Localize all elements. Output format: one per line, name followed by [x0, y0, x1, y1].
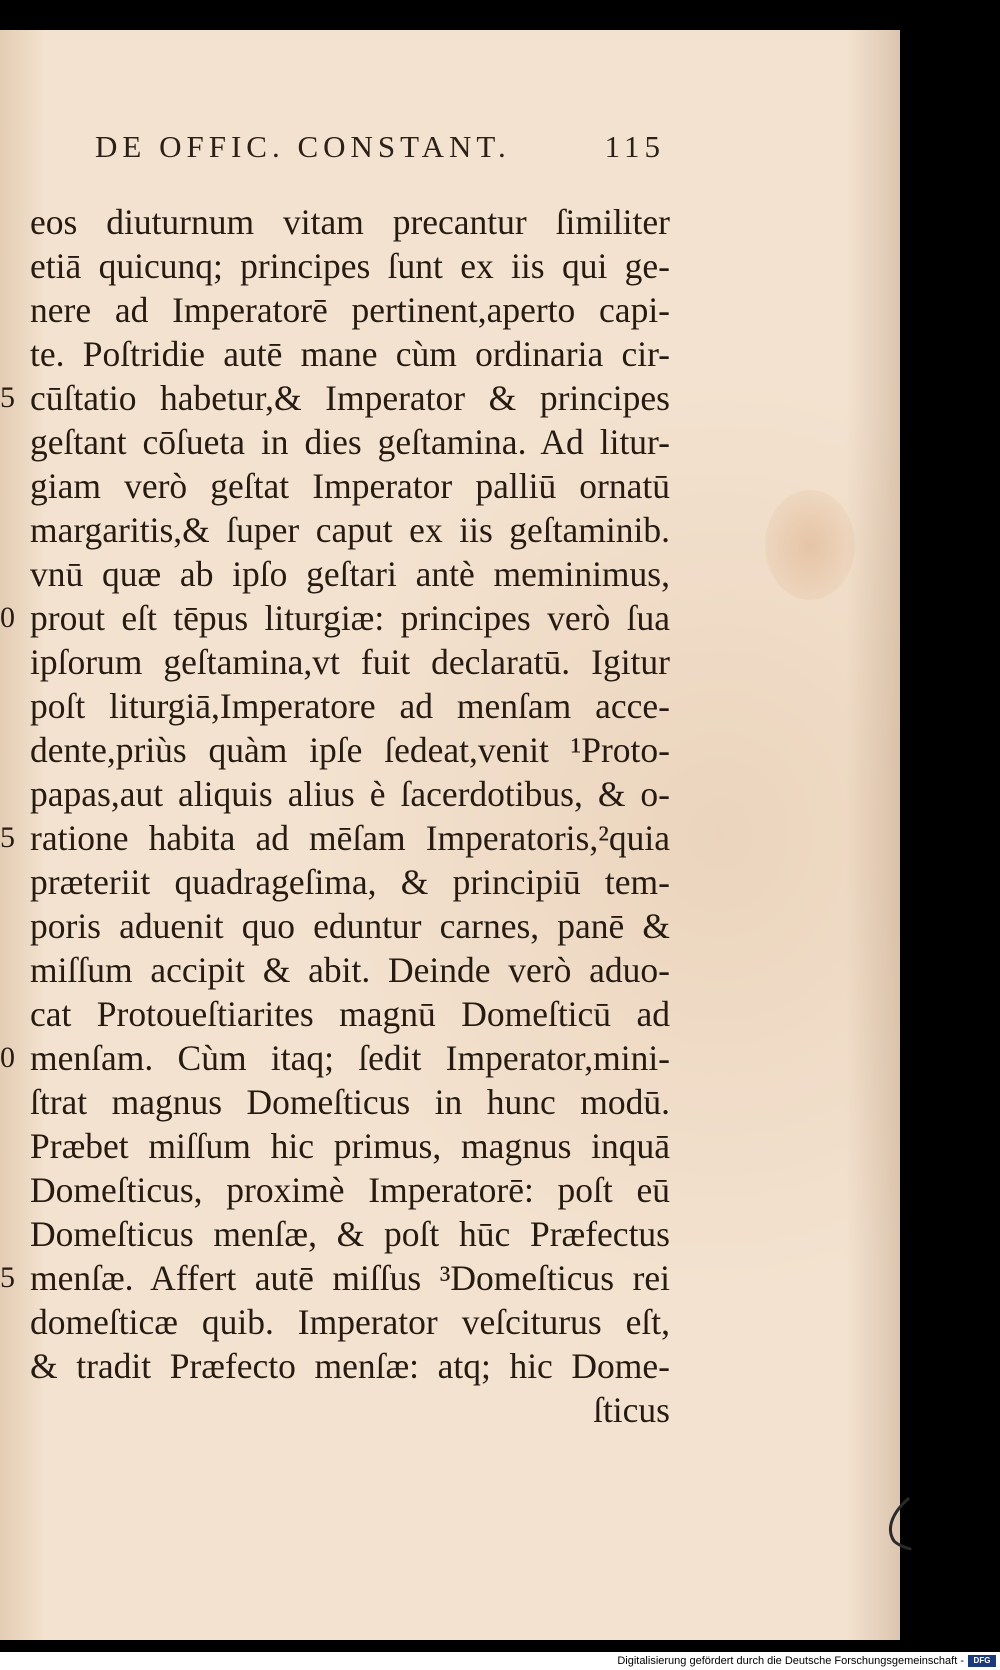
text-line: ipſorum geſtamina,vt fuit declaratū. Igitur [30, 642, 670, 682]
pencil-mark [880, 1495, 920, 1555]
text-line: dente,priùs quàm ipſe ſedeat,venit ¹Proto- [30, 730, 670, 770]
text-line: præteriit quadrageſima, & principiū tem- [30, 862, 670, 902]
text-line: ſticus [593, 1390, 670, 1430]
dfg-logo: DFG [968, 1655, 996, 1667]
text-line: etiā quicunq; principes ſunt ex iis qui ge- [30, 246, 670, 286]
page-number: 115 [604, 129, 665, 164]
text-line: giam verò geſtat Imperator palliū ornatū [30, 466, 670, 506]
book-page [0, 30, 900, 1640]
running-header [95, 124, 665, 170]
digitization-footer [0, 1652, 1000, 1670]
text-line: margaritis,& ſuper caput ex iis geſtaminib. [30, 510, 670, 550]
text-line: cūſtatio habetur,& Imperator & principes [30, 378, 670, 418]
paper-stain [765, 490, 855, 600]
text-line: ratione habita ad mēſam Imperatoris,²quia [30, 818, 670, 858]
footer-text: Digitalisierung gefördert durch die Deutsche Forschungsgemeinschaft - [617, 1655, 964, 1667]
text-line: Domeſticus, proximè Imperatorē: poſt eū [30, 1170, 670, 1210]
margin-line-number: 5 [0, 381, 15, 414]
text-line: Domeſticus menſæ, & poſt hūc Præfectus [30, 1214, 670, 1254]
text-line: eos diuturnum vitam precantur ſimiliter [30, 202, 670, 242]
text-line: Præbet miſſum hic primus, magnus inquā [30, 1126, 670, 1166]
margin-line-number: 0 [0, 601, 15, 634]
text-line: poſt liturgiā,Imperatore ad menſam acce- [30, 686, 670, 726]
margin-line-number: 5 [0, 1261, 15, 1294]
text-line: cat Protoueſtiarites magnū Domeſticū ad [30, 994, 670, 1034]
text-line: menſæ. Affert autē miſſus ³Domeſticus rei [30, 1258, 670, 1298]
text-line: geſtant cōſueta in dies geſtamina. Ad litur- [30, 422, 670, 462]
margin-line-number: 5 [0, 821, 15, 854]
text-line: poris aduenit quo eduntur carnes, panē & [30, 906, 670, 946]
text-line: nere ad Imperatorē pertinent,aperto capi- [30, 290, 670, 330]
text-line: papas,aut aliquis alius è ſacerdotibus, & o- [30, 774, 670, 814]
text-line: prout eſt tēpus liturgiæ: principes verò ſua [30, 598, 670, 638]
text-line: miſſum accipit & abit. Deinde verò aduo- [30, 950, 670, 990]
text-line: & tradit Præfecto menſæ: atq; hic Dome- [30, 1346, 670, 1386]
margin-line-number: 0 [0, 1041, 15, 1074]
text-line: vnū quæ ab ipſo geſtari antè meminimus, [30, 554, 670, 594]
text-line: domeſticæ quib. Imperator veſciturus eſt, [30, 1302, 670, 1342]
text-line: menſam. Cùm itaq; ſedit Imperator,mini- [30, 1038, 670, 1078]
text-line: te. Poſtridie autē mane cùm ordinaria cir- [30, 334, 670, 374]
text-line: ſtrat magnus Domeſticus in hunc modū. [30, 1082, 670, 1122]
header-title: DE OFFIC. CONSTANT. [95, 129, 511, 164]
body-text [30, 200, 670, 1432]
